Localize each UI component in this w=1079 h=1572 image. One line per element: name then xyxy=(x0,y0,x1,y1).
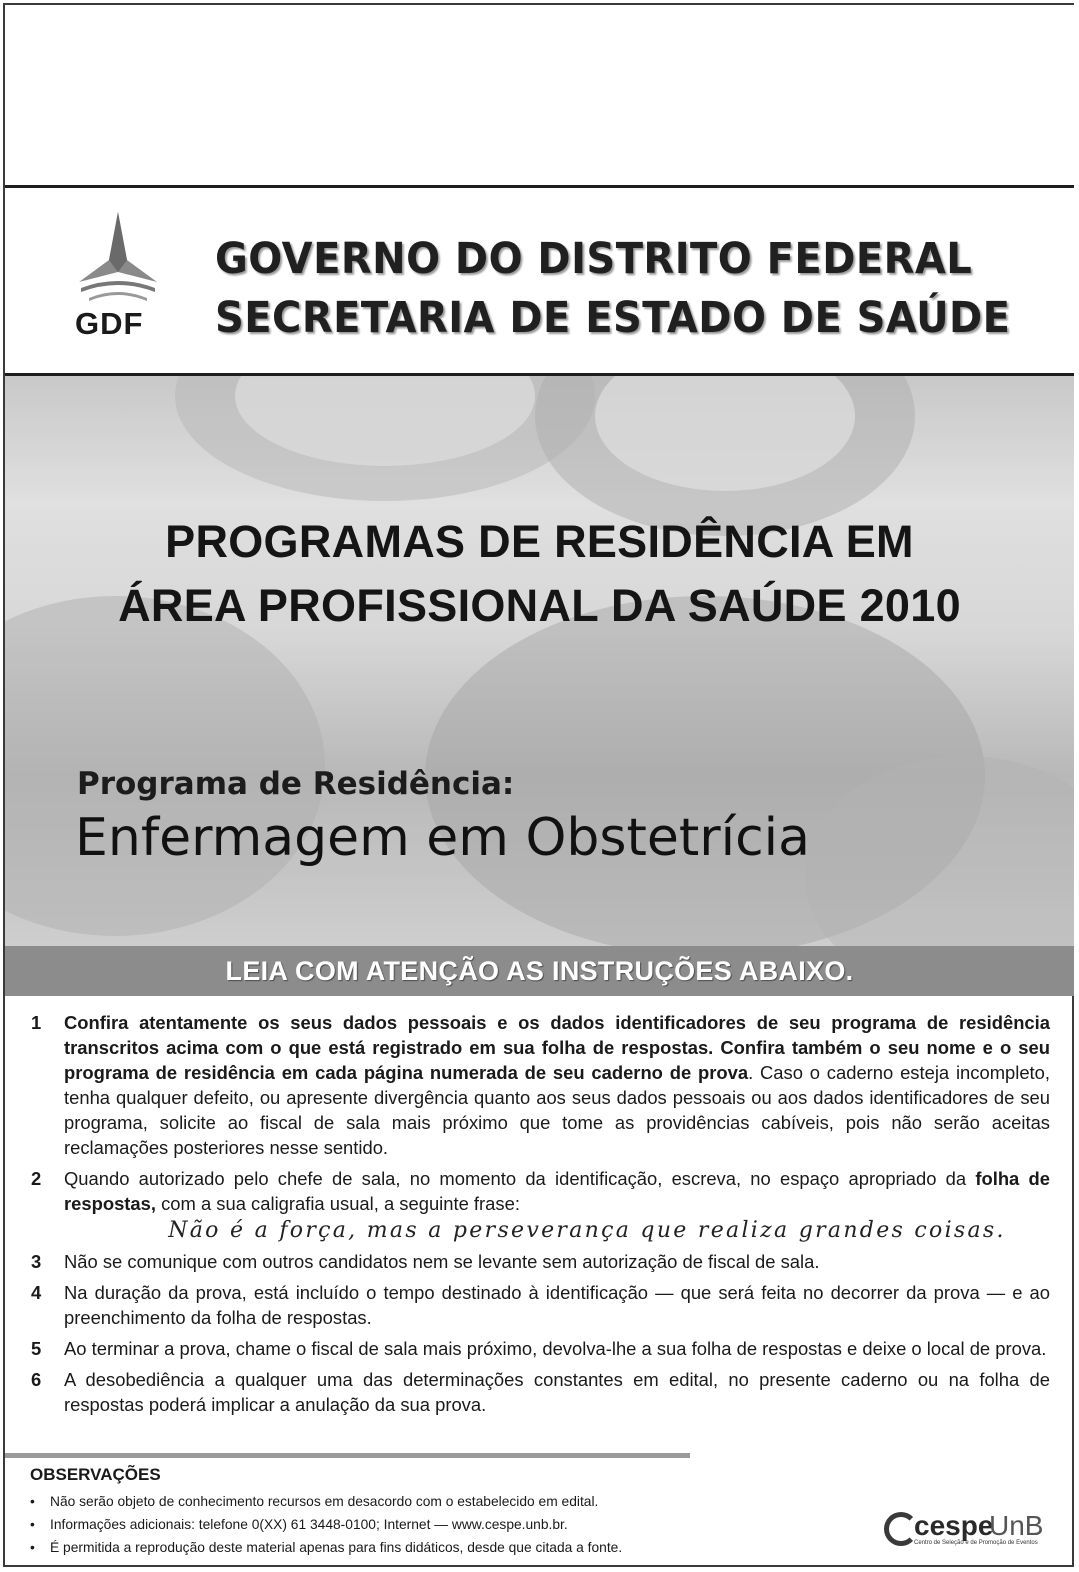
instructions-banner xyxy=(5,946,1074,996)
instruction-item xyxy=(26,1367,1050,1417)
instruction-number: 1 xyxy=(31,1012,42,1033)
instruction-number: 2 xyxy=(31,1168,42,1189)
instruction-item xyxy=(26,1280,1050,1330)
header xyxy=(5,188,1074,373)
instruction-number: 5 xyxy=(31,1338,42,1359)
instruction-text: . Caso o caderno esteja incompleto, tenha qualquer defeito, ou apresente divergência quanto aos seus dados pessoais ou aos dados identificadores de seu programa, solicite ao fiscal de sala mais próximo que tome as providências cabíveis, pois não serão aceitas reclamações posteriores nesse sentido. xyxy=(64,1062,1050,1158)
observation-item: • É permitida a reprodução deste material apenas para fins didáticos, desde que citada a fonte. xyxy=(30,1536,790,1559)
cespe-logo xyxy=(884,1510,1054,1550)
required-phrase: Não é a força, mas a perseverança que realiza grandes coisas. xyxy=(168,1218,1006,1243)
gdf-logo xyxy=(71,208,165,353)
gdf-logo-text: GDF xyxy=(75,306,144,341)
program-title-line-1: PROGRAMAS DE RESIDÊNCIA EM xyxy=(165,516,914,567)
instruction-number: 6 xyxy=(31,1369,42,1390)
cespe-logo-word: cespe xyxy=(914,1510,994,1541)
program-name: Enfermagem em Obstetrícia xyxy=(75,808,810,868)
instruction-number: 4 xyxy=(31,1282,42,1303)
observations xyxy=(30,1465,790,1559)
observation-item: • Não serão objeto de conhecimento recursos em desacordo com o estabelecido em edital. xyxy=(30,1490,790,1513)
cespe-logo-subtitle: Centro de Seleção e de Promoção de Eventos xyxy=(914,1540,1038,1546)
instruction-number: 3 xyxy=(31,1251,42,1272)
instruction-text: Na duração da prova, está incluído o tempo destinado à identificação — que será feita no decorrer da prova — e ao preenchimento da folha de respostas. xyxy=(64,1282,1050,1328)
instruction-item xyxy=(26,1010,1050,1160)
header-line-2: SECRETARIA DE ESTADO DE SAÚDE xyxy=(215,293,1011,343)
instruction-text: A desobediência a qualquer uma das determinações constantes em edital, no presente caderno ou na folha de respostas poderá implicar a anulação da sua prova. xyxy=(64,1369,1050,1415)
hero-image xyxy=(5,376,1074,946)
instruction-bold-text: folha de respostas, xyxy=(64,1168,1050,1214)
instruction-text: com a sua caligrafia usual, a seguinte frase: xyxy=(156,1193,520,1214)
header-line-1: GOVERNO DO DISTRITO FEDERAL xyxy=(215,234,973,284)
instruction-item xyxy=(26,1249,1050,1274)
instruction-text: Não se comunique com outros candidatos nem se levante sem autorização de fiscal de sala. xyxy=(64,1251,820,1272)
blank-area xyxy=(5,5,1074,185)
separator-bar xyxy=(5,1453,690,1458)
program-label: Programa de Residência: xyxy=(77,766,515,802)
instruction-text: Quando autorizado pelo chefe de sala, no momento da identificação, escreva, no espaço apropriado da xyxy=(64,1168,976,1189)
banner-text: LEIA COM ATENÇÃO AS INSTRUÇÕES ABAIXO. xyxy=(225,956,854,986)
observations-title: OBSERVAÇÕES xyxy=(30,1465,161,1484)
observation-item: • Informações adicionais: telefone 0(XX) 61 3448-0100; Internet — www.cespe.unb.br. xyxy=(30,1513,790,1536)
instruction-bold-text: Confira atentamente os seus dados pessoais e os dados identificadores de seu programa de residência transcritos acima com o que está registrado em sua folha de respostas. Confira também o seu nome e o seu programa de residência em cada página numerada de seu caderno de prova xyxy=(64,1012,1050,1083)
cespe-logo-unb: UnB xyxy=(989,1510,1044,1541)
program-title-line-2: ÁREA PROFISSIONAL DA SAÚDE 2010 xyxy=(118,580,961,631)
gdf-emblem-icon xyxy=(71,208,165,308)
instruction-item xyxy=(26,1166,1050,1243)
cespe-c-icon xyxy=(884,1512,918,1546)
instruction-text: Ao terminar a prova, chame o fiscal de sala mais próximo, devolva-lhe a sua folha de respostas e deixe o local de prova. xyxy=(64,1338,1047,1359)
instruction-item xyxy=(26,1336,1050,1361)
instructions-list xyxy=(26,1010,1050,1423)
